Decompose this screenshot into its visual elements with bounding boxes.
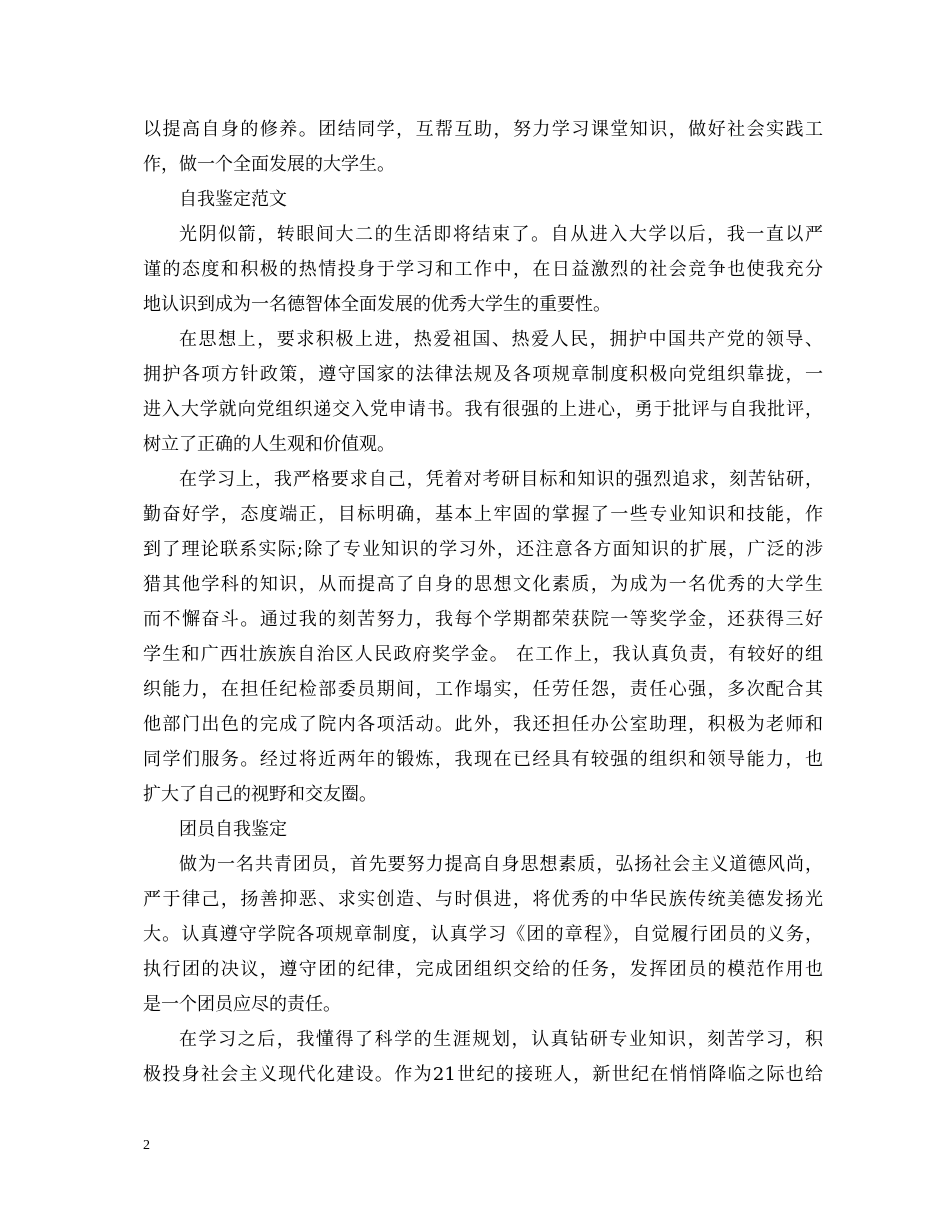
text-line: 大。认真遵守学院各项规章制度，认真学习《团的章程》，自觉履行团员的义务，	[143, 924, 823, 945]
text-line: 他部门出色的完成了院内各项活动。此外，我还担任办公室助理，积极为老师和	[143, 714, 823, 735]
text-line: 作，做一个全面发展的大学生。	[143, 154, 395, 175]
text-line: 在思想上，要求积极上进，热爱祖国、热爱人民，拥护中国共产党的领导、	[179, 329, 823, 350]
text-line: 学生和广西壮族族自治区人民政府奖学金。 在工作上，我认真负责，有较好的组	[143, 644, 823, 665]
text-line: 谨的态度和积极的热情投身于学习和工作中，在日益激烈的社会竞争也使我充分	[143, 259, 823, 280]
text-line: 严于律己，扬善抑恶、求实创造、与时俱进，将优秀的中华民族传统美德发扬光	[143, 889, 823, 910]
text-line: 地认识到成为一名德智体全面发展的优秀大学生的重要性。	[143, 294, 611, 315]
text-line: 在学习之后，我懂得了科学的生涯规划，认真钻研专业知识，刻苦学习，积	[179, 1029, 823, 1050]
text-line: 进入大学就向党组织递交入党申请书。我有很强的上进心，勇于批评与自我批评，	[143, 399, 823, 420]
text-line: 猎其他学科的知识，从而提高了自身的思想文化素质，为成为一名优秀的大学生	[143, 574, 823, 595]
text-line: 是一个团员应尽的责任。	[143, 994, 341, 1015]
text-line: 团员自我鉴定	[179, 819, 287, 840]
text-line: 以提高自身的修养。团结同学，互帮互助，努力学习课堂知识，做好社会实践工	[143, 119, 823, 140]
document-body	[143, 112, 823, 1092]
text-line: 织能力，在担任纪检部委员期间，工作塌实，任劳任怨，责任心强，多次配合其	[143, 679, 823, 700]
text-line: 极投身社会主义现代化建设。作为21世纪的接班人，新世纪在悄悄降临之际也给	[143, 1064, 823, 1085]
text-line: 自我鉴定范文	[179, 189, 287, 210]
text-line: 在学习上，我严格要求自己，凭着对考研目标和知识的强烈追求，刻苦钻研，	[179, 469, 823, 490]
text-line: 树立了正确的人生观和价值观。	[143, 434, 395, 455]
text-line: 同学们服务。经过将近两年的锻炼，我现在已经具有较强的组织和领导能力，也	[143, 749, 823, 770]
text-line: 光阴似箭，转眼间大二的生活即将结束了。自从进入大学以后，我一直以严	[179, 224, 823, 245]
text-line: 执行团的决议，遵守团的纪律，完成团组织交给的任务，发挥团员的模范作用也	[143, 959, 823, 980]
text-line: 而不懈奋斗。通过我的刻苦努力，我每个学期都荣获院一等奖学金，还获得三好	[143, 609, 823, 630]
text-line: 到了理论联系实际;除了专业知识的学习外，还注意各方面知识的扩展，广泛的涉	[143, 539, 823, 560]
text-line: 扩大了自己的视野和交友圈。	[143, 784, 377, 805]
text-line: 勤奋好学，态度端正，目标明确，基本上牢固的掌握了一些专业知识和技能，作	[143, 504, 823, 525]
text-line: 拥护各项方针政策，遵守国家的法律法规及各项规章制度积极向党组织靠拢，一	[143, 364, 823, 385]
text-line: 做为一名共青团员，首先要努力提高自身思想素质，弘扬社会主义道德风尚，	[179, 854, 823, 875]
page-number: 2	[143, 1138, 150, 1153]
